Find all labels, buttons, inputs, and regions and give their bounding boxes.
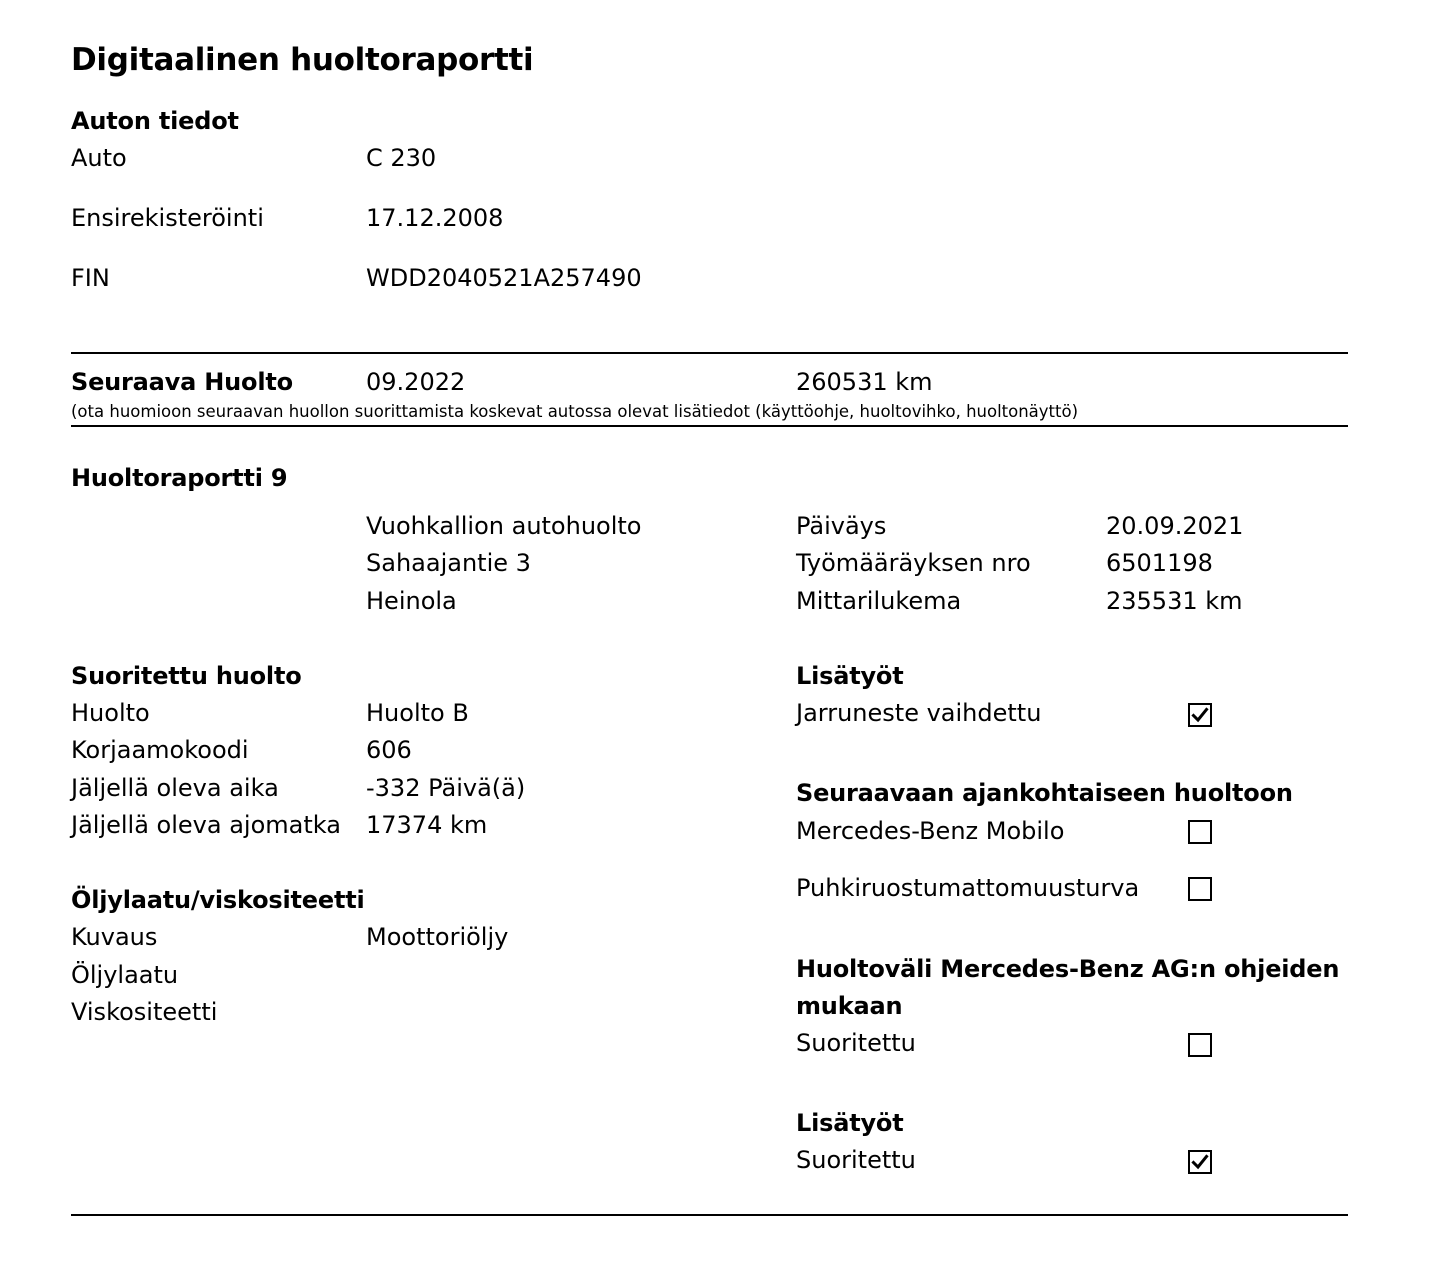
performed-value-service: Huolto B bbox=[366, 699, 469, 727]
document-title: Digitaalinen huoltoraportti bbox=[71, 42, 534, 78]
odometer-value: 235531 km bbox=[1106, 587, 1243, 615]
work-order-value: 6501198 bbox=[1106, 549, 1213, 577]
rust-warranty-label: Puhkiruostumattomuusturva bbox=[796, 874, 1140, 902]
brake-fluid-checkbox[interactable] bbox=[1188, 703, 1212, 727]
vehicle-value-registration: 17.12.2008 bbox=[366, 204, 504, 232]
work-order-label: Työmääräyksen nro bbox=[796, 549, 1031, 577]
interval-heading-line2: mukaan bbox=[796, 992, 903, 1020]
divider-bottom bbox=[71, 1214, 1348, 1216]
interval-performed-label: Suoritettu bbox=[796, 1029, 916, 1057]
report-date-value: 20.09.2021 bbox=[1106, 512, 1244, 540]
vehicle-label-fin: FIN bbox=[71, 264, 110, 292]
oil-value-description: Moottoriöljy bbox=[366, 923, 509, 951]
performed-label-remaining-distance: Jäljellä oleva ajomatka bbox=[71, 811, 341, 839]
oil-label-quality: Öljylaatu bbox=[71, 961, 179, 989]
report-heading: Huoltoraportti 9 bbox=[71, 464, 288, 492]
extra-work-heading: Lisätyöt bbox=[796, 662, 904, 690]
vehicle-heading: Auton tiedot bbox=[71, 107, 239, 135]
extra-work-2-heading: Lisätyöt bbox=[796, 1109, 904, 1137]
divider-top bbox=[71, 352, 1348, 354]
oil-label-viscosity: Viskositeetti bbox=[71, 998, 218, 1026]
mobilo-label: Mercedes-Benz Mobilo bbox=[796, 817, 1065, 845]
workshop-street: Sahaajantie 3 bbox=[366, 549, 531, 577]
next-current-service-heading: Seuraavaan ajankohtaiseen huoltoon bbox=[796, 779, 1293, 807]
odometer-label: Mittarilukema bbox=[796, 587, 962, 615]
next-service-mileage: 260531 km bbox=[796, 368, 933, 396]
performed-service-heading: Suoritettu huolto bbox=[71, 662, 302, 690]
checkmark-icon bbox=[1190, 1152, 1210, 1172]
mobilo-checkbox[interactable] bbox=[1188, 820, 1212, 844]
next-service-label: Seuraava Huolto bbox=[71, 368, 293, 396]
extra-work-2-performed-label: Suoritettu bbox=[796, 1146, 916, 1174]
interval-performed-checkbox[interactable] bbox=[1188, 1033, 1212, 1057]
performed-label-remaining-time: Jäljellä oleva aika bbox=[71, 774, 279, 802]
brake-fluid-label: Jarruneste vaihdettu bbox=[796, 699, 1042, 727]
report-date-label: Päiväys bbox=[796, 512, 887, 540]
workshop-city: Heinola bbox=[366, 587, 457, 615]
performed-label-service: Huolto bbox=[71, 699, 150, 727]
performed-value-remaining-distance: 17374 km bbox=[366, 811, 488, 839]
next-service-note: (ota huomioon seuraavan huollon suorittamista koskevat autossa olevat lisätiedot (käyttöohje, huoltovihko, huoltonäyttö) bbox=[71, 402, 1079, 421]
vehicle-label-auto: Auto bbox=[71, 144, 127, 172]
checkmark-icon bbox=[1190, 705, 1210, 725]
vehicle-value-auto: C 230 bbox=[366, 144, 437, 172]
extra-work-2-performed-checkbox[interactable] bbox=[1188, 1150, 1212, 1174]
workshop-name: Vuohkallion autohuolto bbox=[366, 512, 642, 540]
rust-warranty-checkbox[interactable] bbox=[1188, 877, 1212, 901]
performed-value-remaining-time: -332 Päivä(ä) bbox=[366, 774, 526, 802]
vehicle-value-fin: WDD2040521A257490 bbox=[366, 264, 642, 292]
vehicle-label-registration: Ensirekisteröinti bbox=[71, 204, 264, 232]
oil-label-description: Kuvaus bbox=[71, 923, 158, 951]
oil-heading: Öljylaatu/viskositeetti bbox=[71, 886, 365, 914]
performed-value-workshop-code: 606 bbox=[366, 736, 412, 764]
interval-heading-line1: Huoltoväli Mercedes-Benz AG:n ohjeiden bbox=[796, 955, 1340, 983]
next-service-date: 09.2022 bbox=[366, 368, 466, 396]
performed-label-workshop-code: Korjaamokoodi bbox=[71, 736, 249, 764]
divider-middle bbox=[71, 425, 1348, 427]
